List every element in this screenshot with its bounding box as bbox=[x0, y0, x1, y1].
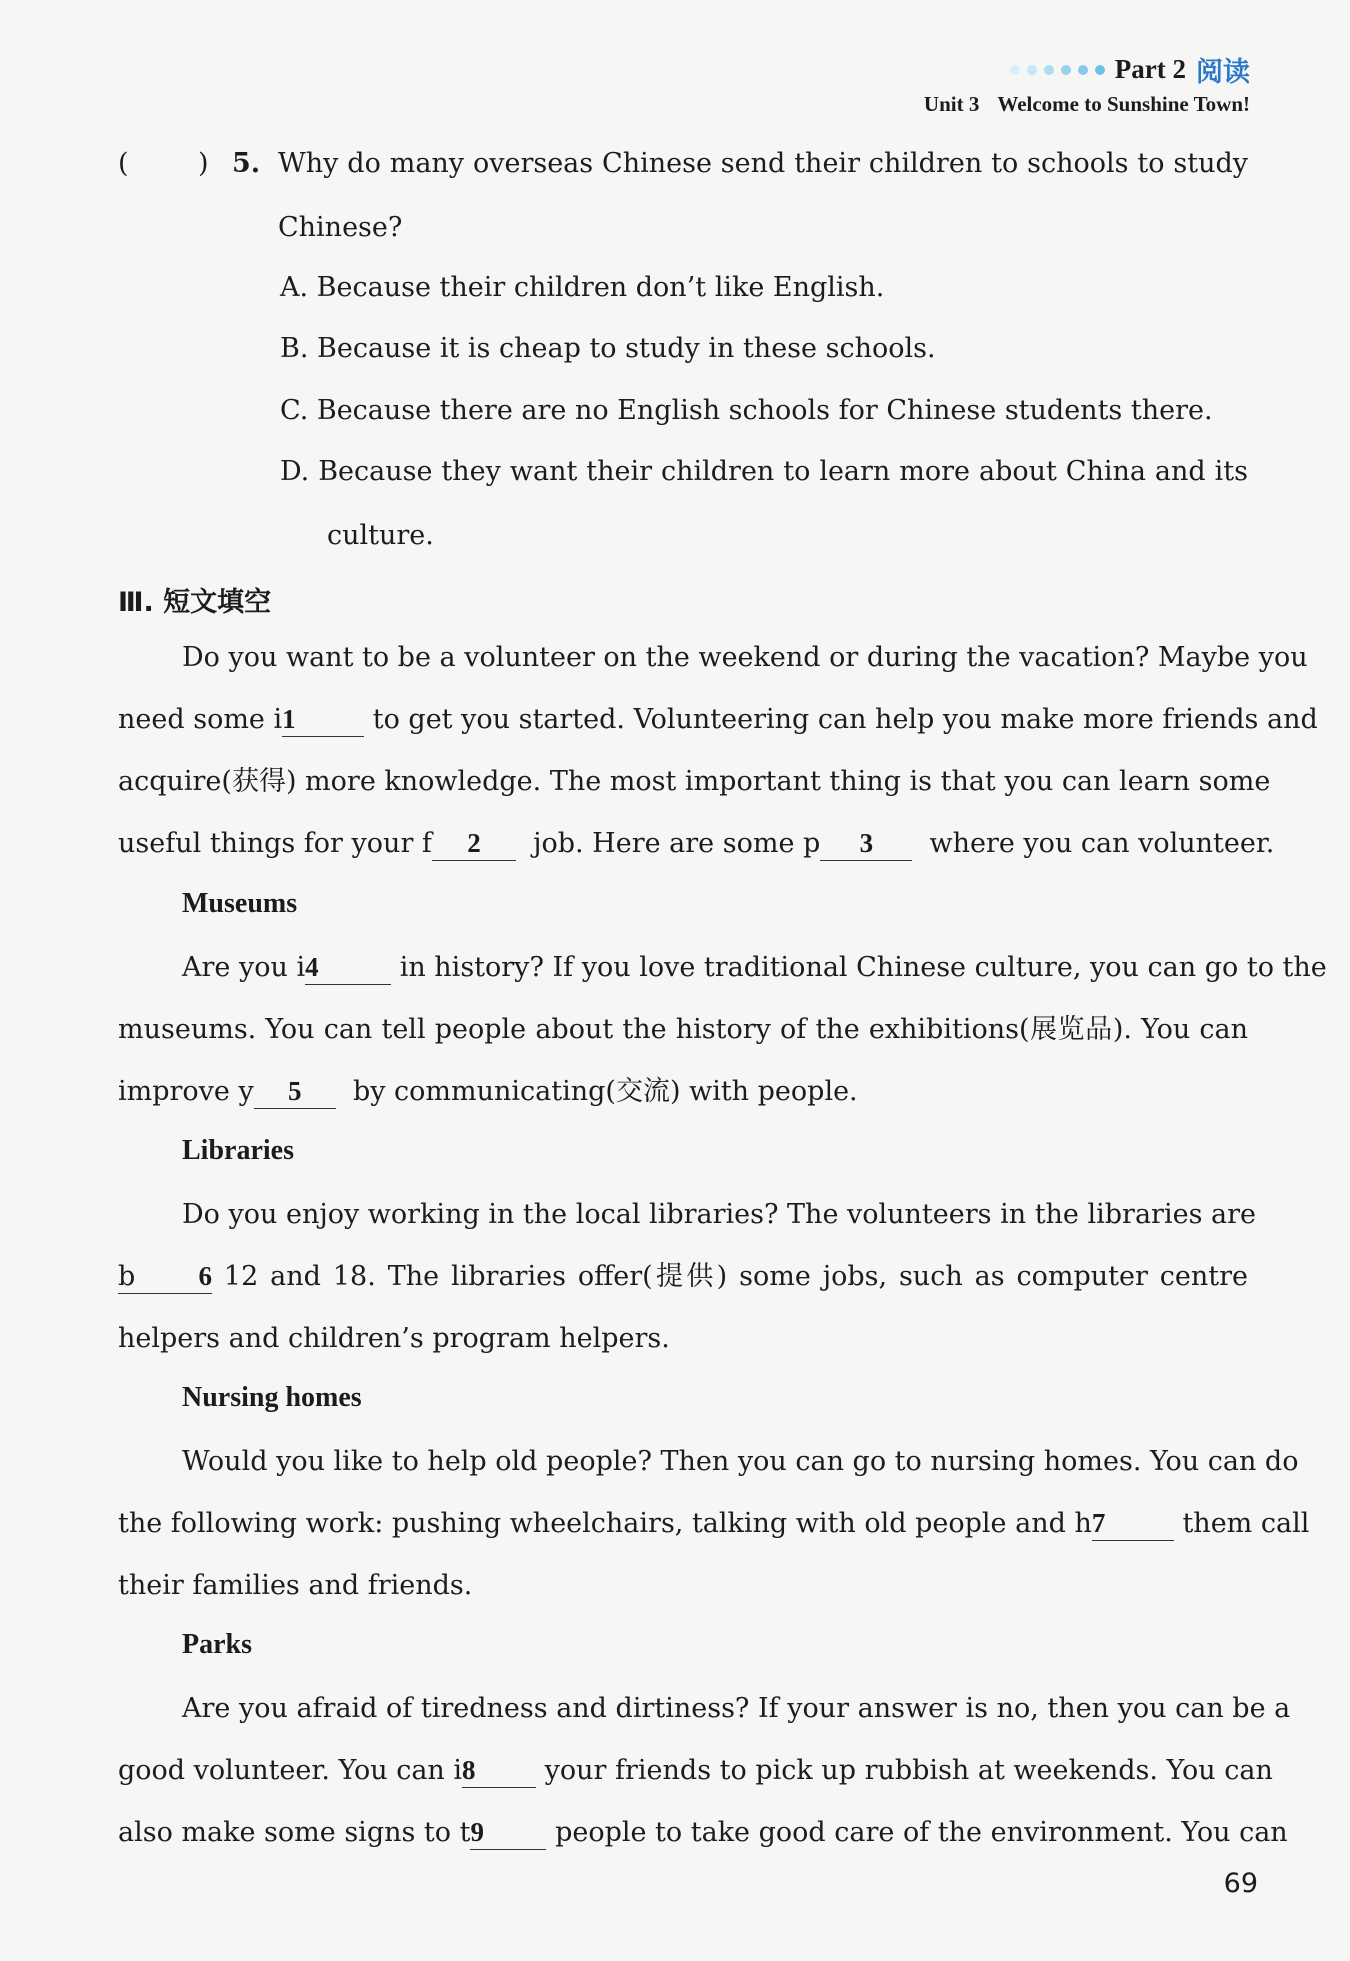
blank-8[interactable]: 8 bbox=[462, 1754, 536, 1788]
passage-line: need some i1 to get you started. Volunteering can help you make more friends and bbox=[118, 704, 1318, 735]
option-d[interactable]: D. Because they want their children to learn more about China and its bbox=[280, 456, 1248, 487]
question-5-line2: Chinese? bbox=[278, 212, 403, 243]
passage-line: improve y 5 by communicating(交流) with people. bbox=[118, 1076, 858, 1107]
unit-label: Unit 3 bbox=[923, 92, 980, 116]
answer-paren-open[interactable]: ( bbox=[118, 148, 129, 179]
question-number: 5. bbox=[232, 148, 261, 179]
dots-decoration-icon bbox=[1010, 65, 1105, 75]
passage-line: useful things for your f 2 job. Here are some p 3 where you can volunteer. bbox=[118, 828, 1275, 859]
unit-title: Welcome to Sunshine Town! bbox=[997, 92, 1250, 116]
subheading-libraries: Libraries bbox=[182, 1135, 294, 1166]
blank-5[interactable]: 5 bbox=[254, 1075, 336, 1109]
passage-line: Are you i4 in history? If you love traditional Chinese culture, you can go to the bbox=[182, 952, 1327, 983]
page-number: 69 bbox=[1223, 1868, 1258, 1899]
blank-9[interactable]: 9 bbox=[470, 1816, 546, 1850]
option-d-continued: culture. bbox=[327, 520, 434, 551]
passage-line: Do you enjoy working in the local libraries? The volunteers in the libraries are bbox=[182, 1199, 1256, 1230]
passage-line: the following work: pushing wheelchairs, talking with old people and h7 them call bbox=[118, 1508, 1310, 1539]
passage-line: acquire(获得) more knowledge. The most important thing is that you can learn some bbox=[118, 766, 1271, 797]
passage-line: Do you want to be a volunteer on the weekend or during the vacation? Maybe you bbox=[182, 642, 1308, 673]
blank-1[interactable]: 1 bbox=[282, 703, 364, 737]
answer-paren-close: ) bbox=[198, 148, 209, 179]
subheading-nursing-homes: Nursing homes bbox=[182, 1382, 362, 1413]
part-chinese-label: 阅读 bbox=[1196, 57, 1250, 88]
passage-line: Would you like to help old people? Then you can go to nursing homes. You can do bbox=[182, 1446, 1299, 1477]
part-label: Part 2 bbox=[1114, 54, 1186, 84]
subheading-parks: Parks bbox=[182, 1629, 252, 1660]
passage-line: their families and friends. bbox=[118, 1570, 473, 1601]
blank-4[interactable]: 4 bbox=[305, 951, 391, 985]
passage-line: b 6 12 and 18. The libraries offer(提供) some jobs, such as computer centre bbox=[118, 1261, 1248, 1292]
blank-2[interactable]: 2 bbox=[432, 827, 516, 861]
option-a[interactable]: A. Because their children don’t like English. bbox=[280, 272, 885, 303]
subheading-museums: Museums bbox=[182, 888, 298, 919]
question-text: Why do many overseas Chinese send their children to schools to study bbox=[278, 148, 1248, 179]
passage-line: good volunteer. You can i8 your friends to pick up rubbish at weekends. You can bbox=[118, 1755, 1273, 1786]
blank-6[interactable]: b 6 bbox=[118, 1261, 212, 1292]
passage-line: Are you afraid of tiredness and dirtiness? If your answer is no, then you can be a bbox=[182, 1693, 1291, 1724]
option-b[interactable]: B. Because it is cheap to study in these schools. bbox=[280, 333, 936, 364]
passage-line: helpers and children’s program helpers. bbox=[118, 1323, 670, 1354]
option-c[interactable]: C. Because there are no English schools for Chinese students there. bbox=[280, 395, 1213, 426]
unit-header bbox=[924, 92, 1250, 117]
passage-line: museums. You can tell people about the history of the exhibitions(展览品). You can bbox=[118, 1014, 1248, 1045]
blank-7[interactable]: 7 bbox=[1092, 1507, 1174, 1541]
blank-3[interactable]: 3 bbox=[820, 827, 912, 861]
passage-line: also make some signs to t9 people to take good care of the environment. You can bbox=[118, 1817, 1288, 1848]
part-header bbox=[1010, 50, 1250, 89]
section-3-title: Ⅲ. 短文填空 bbox=[118, 587, 272, 618]
